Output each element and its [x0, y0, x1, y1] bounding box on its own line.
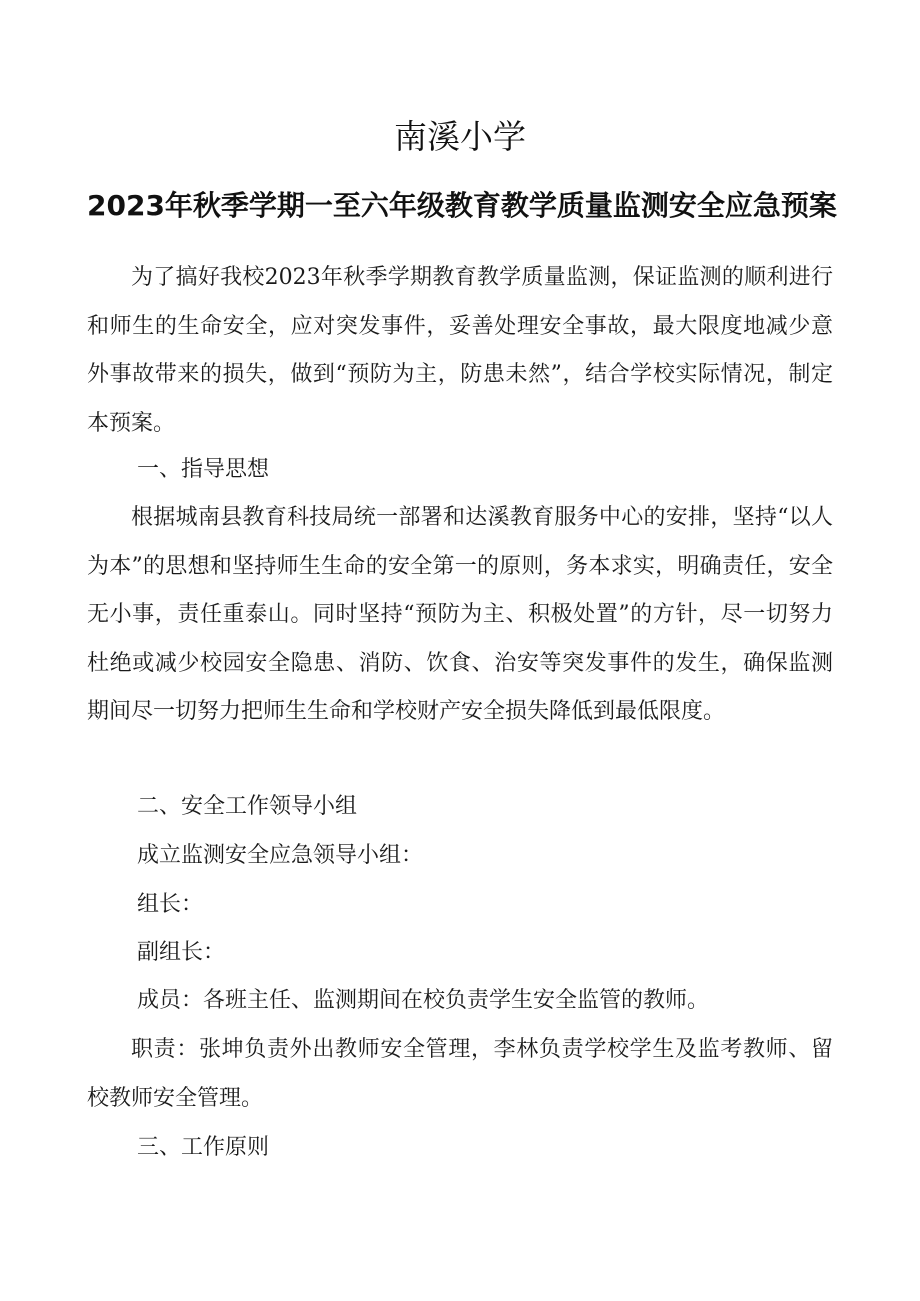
section-3-heading: 三、工作原则 — [137, 1135, 270, 1160]
section-1-heading: 一、指导思想 — [137, 457, 270, 482]
duties-paragraph: 职责：张坤负责外出教师安全管理，李林负责学校学生及监考教师、留校教师安全管理。 — [87, 1037, 833, 1111]
deputy-leader-line: 副组长： — [137, 940, 226, 965]
members-line: 成员：各班主任、监测期间在校负责学生安全监管的教师。 — [137, 988, 710, 1013]
leader-line: 组长： — [137, 892, 204, 917]
school-name: 南溪小学 — [394, 117, 526, 156]
section-2-heading: 二、安全工作领导小组 — [137, 794, 358, 819]
section-2-setup: 成立监测安全应急领导小组： — [137, 843, 424, 868]
intro-paragraph: 为了搞好我校2023年秋季学期教育教学质量监测，保证监测的顺利进行和师生的生命安全，应对突发事件，妥善处理安全事故，最大限度地减少意外事故带来的损失，做到“预防为主，防患未然”，结合学校实际情况，制定本预案。 — [87, 265, 833, 436]
section-1-paragraph: 根据城南县教育科技局统一部署和达溪教育服务中心的安排，坚持“以人为本”的思想和坚持师生生命的安全第一的原则，务本求实，明确责任，安全无小事，责任重泰山。同时坚持“预防为主、积极处置”的方针，尽一切努力杜绝或减少校园安全隐患、消防、饮食、治安等突发事件的发生，确保监测期间尽一切努力把师生生命和学校财产安全损失降低到最低限度。 — [87, 505, 833, 724]
document-title: 2023年秋季学期一至六年级教育教学质量监测安全应急预案 — [87, 189, 837, 222]
